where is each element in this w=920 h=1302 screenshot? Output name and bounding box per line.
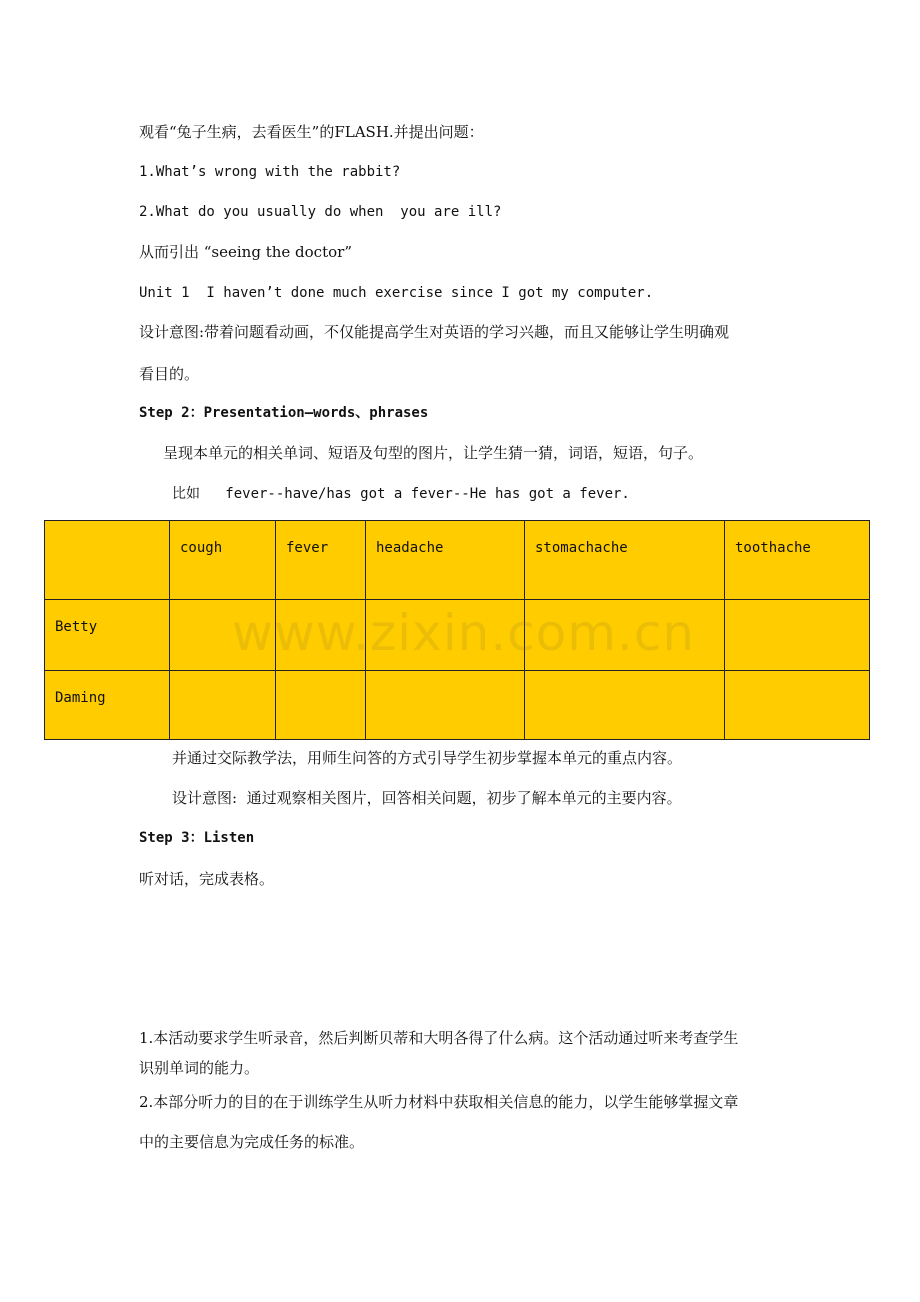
after-table-design-intent: 设计意图: 通过观察相关图片，回答相关问题，初步了解本单元的主要内容。	[172, 789, 682, 807]
after-table-line-1: 并通过交际教学法，用师生问答的方式引导学生初步掌握本单元的重点内容。	[172, 749, 683, 767]
note-2-line-2: 中的主要信息为完成任务的标准。	[139, 1133, 365, 1151]
step2-heading: Step 2：Presentation—words、phrases	[139, 405, 429, 421]
step3-description: 听对话，完成表格。	[139, 870, 275, 888]
table-header-cell: headache	[366, 521, 525, 600]
table-cell	[170, 600, 276, 671]
unit-title: Unit 1 I haven’t done much exercise since I got my computer.	[139, 285, 654, 301]
table-header-cell: toothache	[725, 521, 870, 600]
table-row-label: Betty	[45, 600, 170, 671]
note-2-line-1: 2.本部分听力的目的在于训练学生从听力材料中获取相关信息的能力，以学生能够掌握文章	[139, 1093, 739, 1111]
intro-line: 观看“兔子生病，去看医生”的FLASH.并提出问题：	[139, 123, 484, 141]
table-cell	[725, 671, 870, 740]
table-cell	[366, 600, 525, 671]
lead-in-line: 从而引出 “seeing the doctor”	[139, 243, 352, 261]
table-row	[45, 671, 870, 740]
table-row-label: Daming	[45, 671, 170, 740]
table-header-cell: fever	[276, 521, 366, 600]
question-2: 2.What do you usually do when you are ill?	[139, 204, 502, 220]
step3-heading: Step 3：Listen	[139, 830, 255, 846]
step2-example: 比如 fever--have/has got a fever--He has got a fever.	[172, 486, 630, 502]
note-1-line-1: 1.本活动要求学生听录音，然后判断贝蒂和大明各得了什么病。这个活动通过听来考查学生	[139, 1029, 739, 1047]
table-cell	[525, 671, 725, 740]
note-1-line-2: 识别单词的能力。	[139, 1059, 260, 1077]
table-header-cell	[45, 521, 170, 600]
table-header-row	[45, 521, 870, 600]
symptom-table	[44, 520, 870, 740]
table-cell	[276, 671, 366, 740]
table-cell	[725, 600, 870, 671]
table-header-cell: stomachache	[525, 521, 725, 600]
step2-description: 呈现本单元的相关单词、短语及句型的图片，让学生猜一猜，词语，短语，句子。	[163, 444, 704, 462]
table-cell	[366, 671, 525, 740]
question-1: 1.What’s wrong with the rabbit?	[139, 164, 401, 180]
design-intent-line-1: 设计意图:带着问题看动画，不仅能提高学生对英语的学习兴趣，而且又能够让学生明确观	[139, 323, 730, 341]
design-intent-line-2: 看目的。	[139, 365, 200, 383]
table-header-cell: cough	[170, 521, 276, 600]
table-cell	[170, 671, 276, 740]
table-cell	[525, 600, 725, 671]
table-cell	[276, 600, 366, 671]
table-row	[45, 600, 870, 671]
